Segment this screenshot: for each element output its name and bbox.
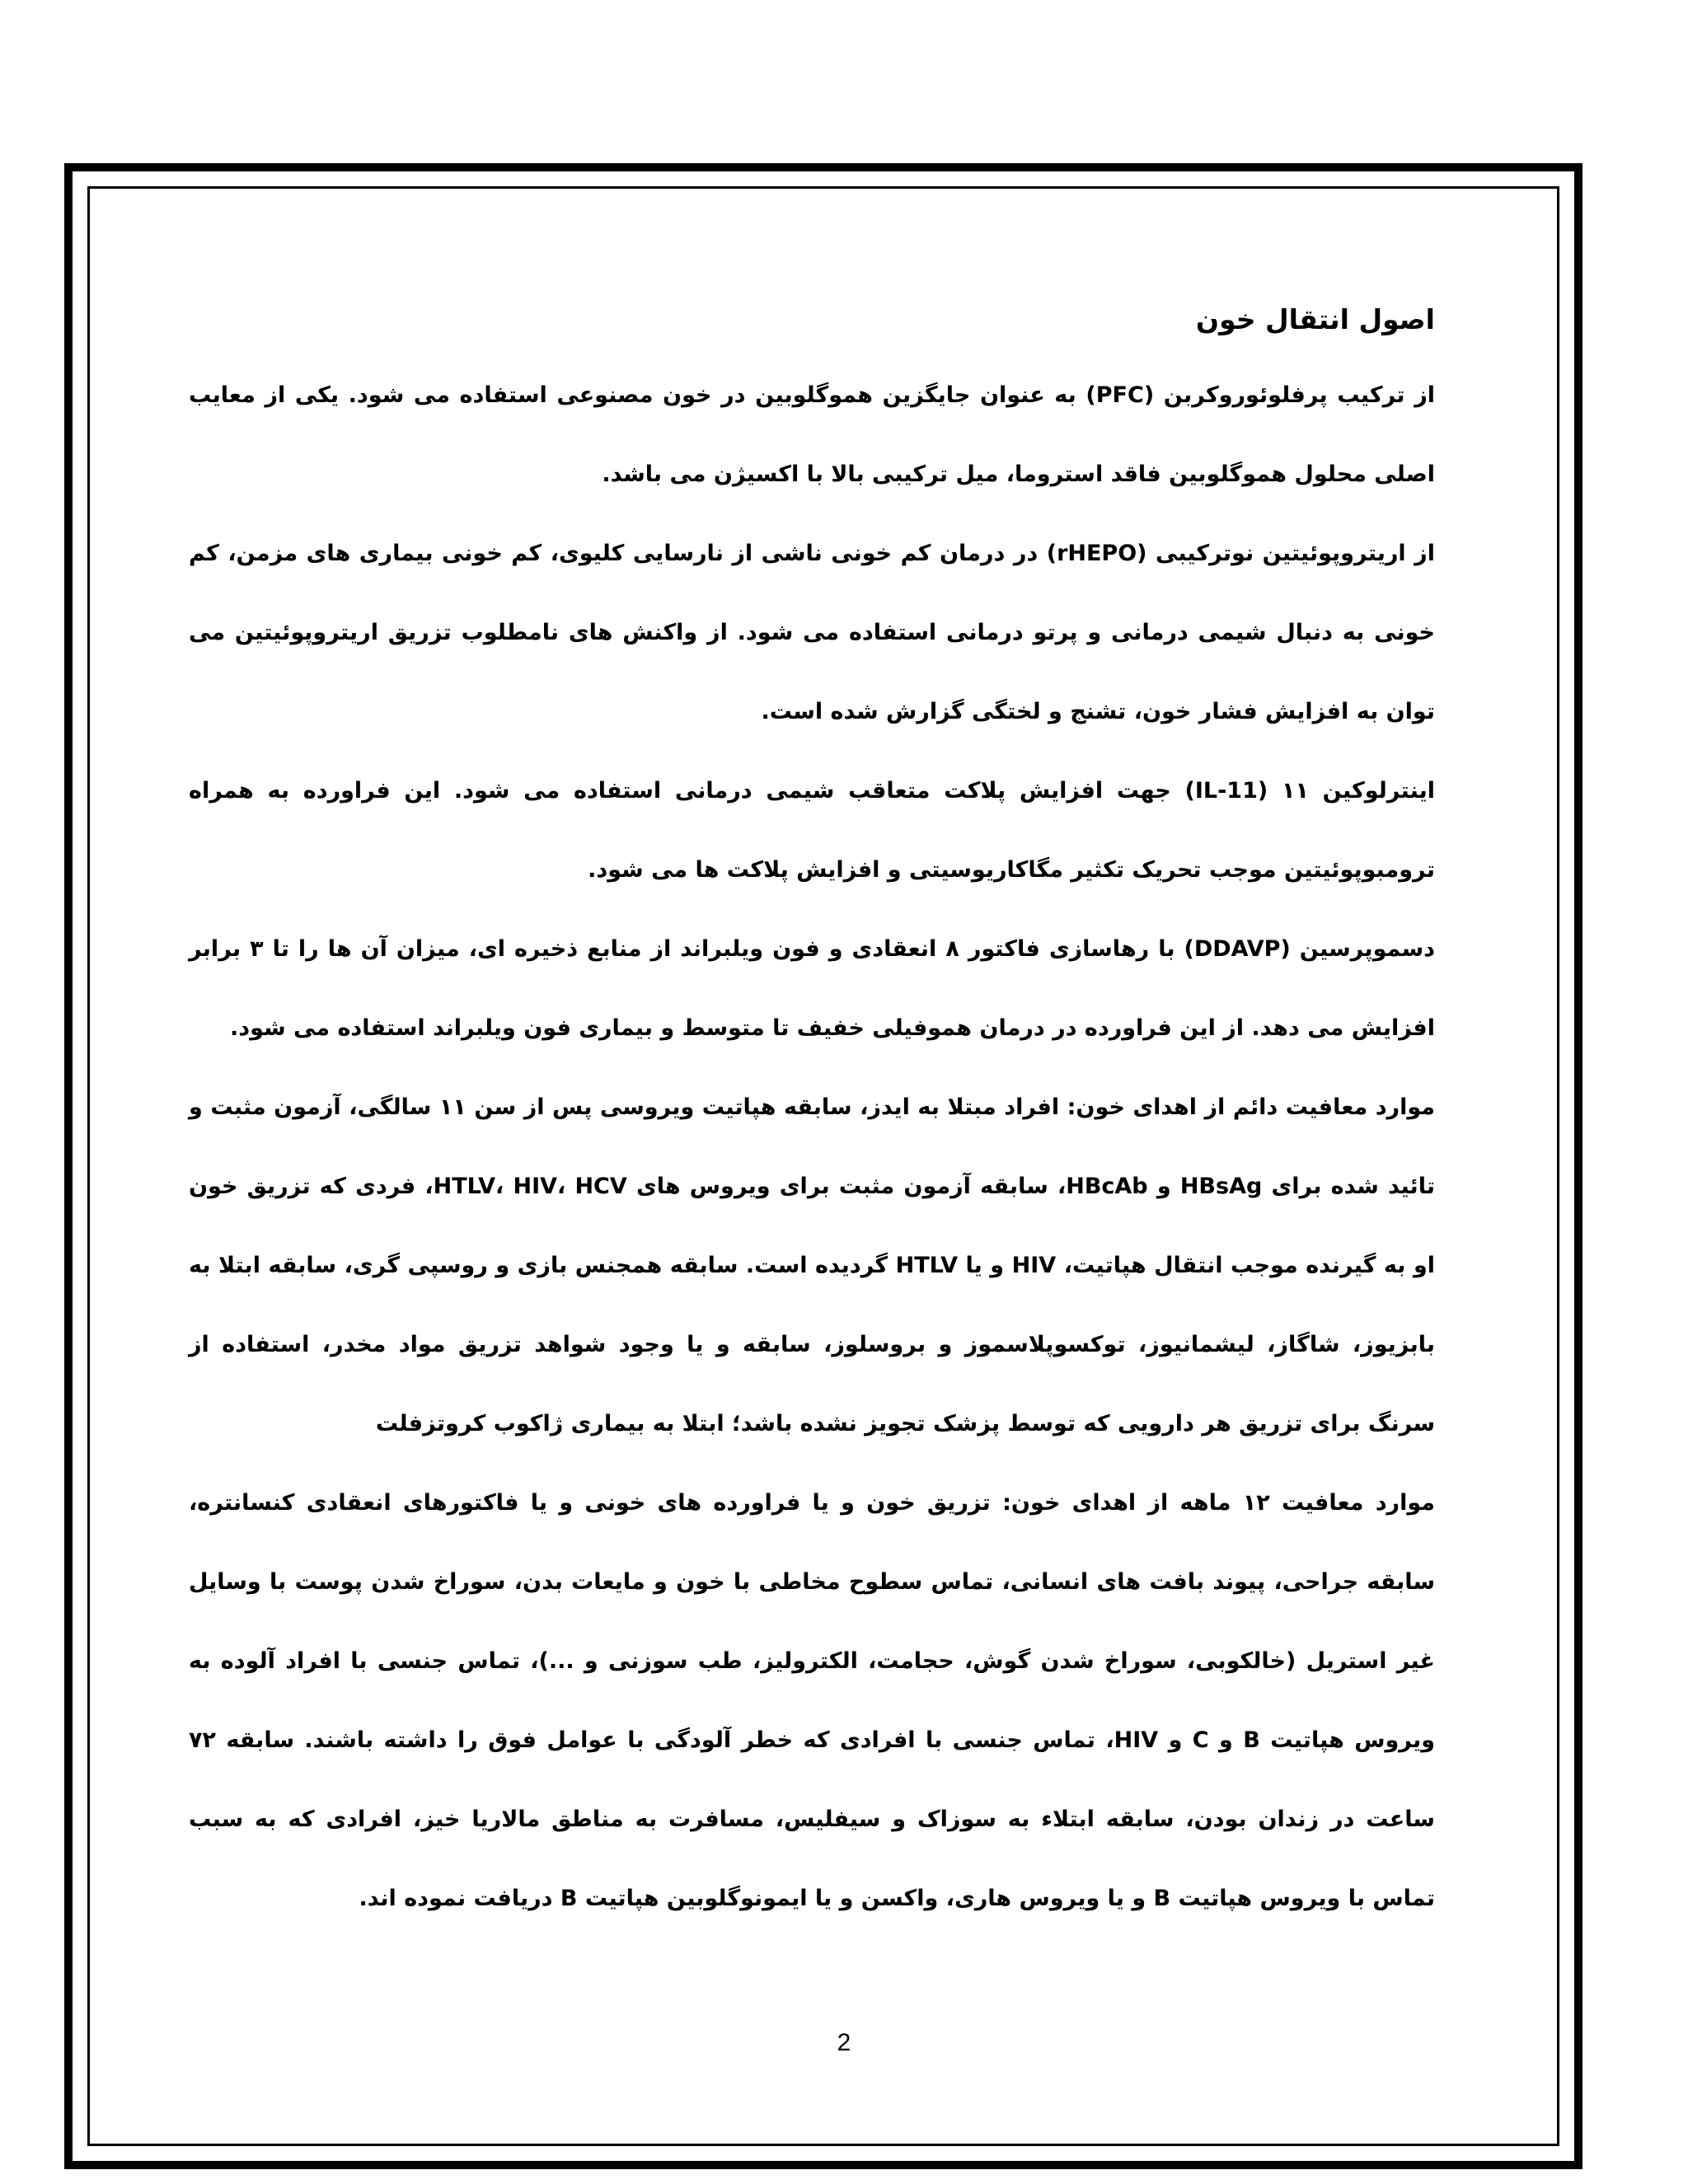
paragraph-interleukin: اینترلوکین ۱۱ (IL-11) جهت افزایش پلاکت متعاقب شیمی درمانی استفاده می شود. این فراورده به همراه ترومبوپوئیتین موجب تحریک تکثیر مگاکاریوسیتی و افزایش پلاکت ها می شود. — [189, 778, 1435, 883]
document-heading: اصول انتقال خون — [1195, 303, 1435, 335]
paragraph-erythropoietin: از اریتروپوئیتین نوترکیبی (rHEPO) در درمان کم خونی ناشی از نارسایی کلیوی، کم خونی بیماری های مزمن، کم خونی به دنبال شیمی درمانی و پرتو درمانی استفاده می شود. از واکنش های نامطلوب تزریق اریتروپوئیتین می توان به افزایش فشار خون، تشنج و لختگی گزارش شده است. — [189, 541, 1435, 724]
paragraph-desmopressin: دسموپرسین (DDAVP) با رهاسازی فاکتور ۸ انعقادی و فون ویلبراند از منابع ذخیره ای، میزان آن ها را تا ۳ برابر افزایش می دهد. از این فراورده در درمان هموفیلی خفیف تا متوسط و بیماری فون ویلبراند استفاده می شود. — [189, 936, 1436, 1041]
paragraph-pfc: از ترکیب پرفلوئوروکربن (PFC) به عنوان جایگزین هموگلوبین در خون مصنوعی استفاده می شود. یکی از معایب اصلی محلول هموگلوبین فاقد استروما، میل ترکیبی بالا با اکسیژن می باشد. — [189, 382, 1435, 487]
page-number: 2 — [837, 2029, 851, 2056]
document-body — [189, 295, 1435, 1938]
paragraph-12-month-deferral: موارد معافیت ۱۲ ماهه از اهدای خون: تزریق خون و یا فراورده های خونی و یا فاکتورهای انعقادی کنسانتره، سابقه جراحی، پیوند بافت های انسانی، تماس سطوح مخاطی با خون و مایعات بدن، سوراخ شدن پوست با وسایل غیر استریل (خالکوبی، سوراخ شدن گوش، حجامت، الکترولیز، طب سوزنی و ...)، تماس جنسی با افراد آلوده به ویروس هپاتیت B و C و HIV، تماس جنسی با افرادی که خطر آلودگی با عوامل فوق را داشته باشند. سابقه ۷۲ ساعت در زندان بودن، سابقه ابتلاء به سوزاک و سیفلیس، مسافرت به مناطق مالاریا خیز، افرادی که به سبب تماس با ویروس هپاتیت B و یا ویروس هاری، واکسن و یا ایمونوگلوبین هپاتیت B دریافت نموده اند. — [189, 1490, 1435, 1911]
paragraph-permanent-deferral: موارد معافیت دائم از اهدای خون: افراد مبتلا به ایدز، سابقه هپاتیت ویروسی پس از سن ۱۱ سالگی، آزمون مثبت و تائید شده برای HBsAg و HBcAb، سابقه آزمون مثبت برای ویروس های HTLV، HIV، HCV، فردی که تزریق خون او به گیرنده موجب انتقال هپاتیت، HIV و یا HTLV گردیده است. سابقه همجنس بازی و روسپی گری، سابقه ابتلا به بابزیوز، شاگاز، لیشمانیوز، توکسوپلاسموز و بروسلوز، سابقه و یا وجود شواهد تزریق مواد مخدر، استفاده از سرنگ برای تزریق هر دارویی که توسط پزشک تجویز نشده باشد؛ ابتلا به بیماری ژاکوب کروتزفلت — [189, 1094, 1435, 1436]
